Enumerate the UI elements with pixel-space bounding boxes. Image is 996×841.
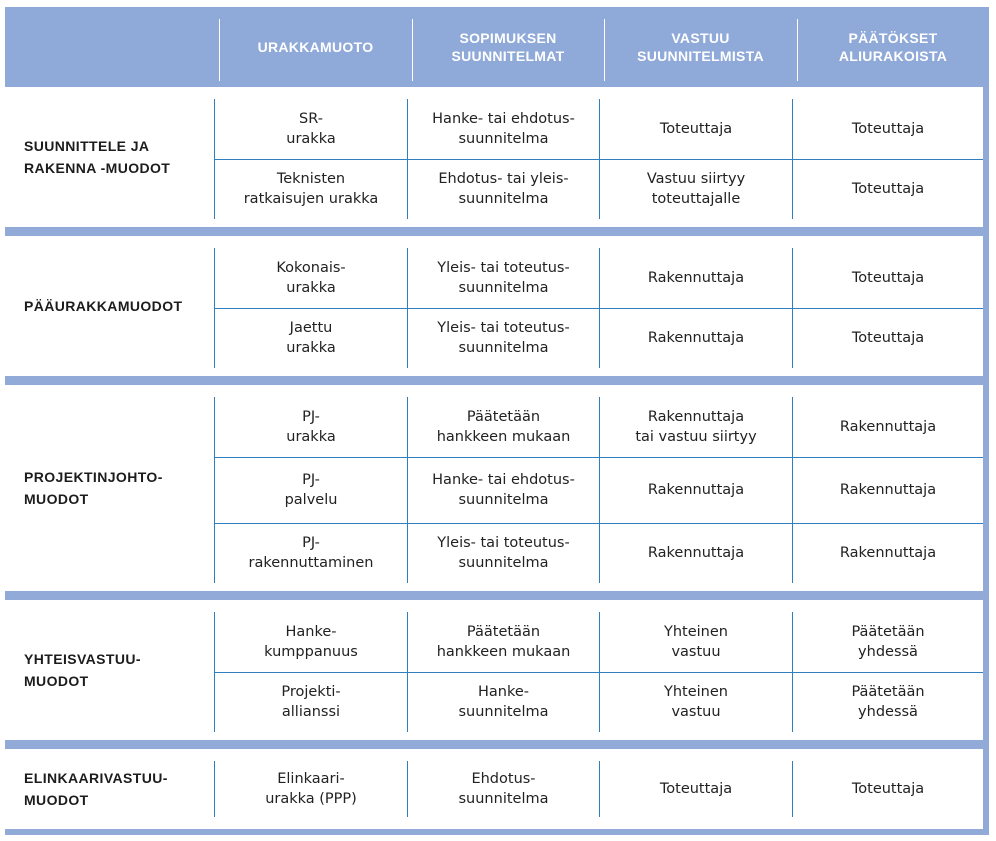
table-cell — [793, 612, 983, 672]
group-1 — [5, 87, 983, 227]
table-cell — [600, 761, 792, 817]
table-cell — [600, 159, 792, 219]
table-cell — [215, 523, 407, 583]
table-cell — [215, 308, 407, 368]
table-cell — [793, 523, 983, 583]
table-cell — [215, 397, 407, 457]
group-label: PÄÄURAKKAMUODOT — [24, 298, 183, 314]
table-cell — [793, 672, 983, 732]
cell-text: Toteuttaja — [851, 781, 925, 797]
cell-text: Jaettu urakka — [286, 320, 336, 356]
table-cell — [408, 612, 599, 672]
table-cell — [600, 397, 792, 457]
group-2 — [5, 236, 983, 376]
table-cell — [215, 761, 407, 817]
table-cell — [408, 523, 599, 583]
header-cell-2 — [412, 7, 604, 87]
table-cell — [793, 248, 983, 308]
table-cell — [215, 672, 407, 732]
table-cell — [793, 761, 983, 817]
table-cell — [600, 612, 792, 672]
cell-text: PJ- palvelu — [284, 472, 338, 508]
cell-text: Rakennuttaja — [839, 482, 937, 498]
cell-text: Päätetään hankkeen mukaan — [436, 624, 571, 660]
cell-text: SR- urakka — [286, 111, 336, 147]
group-label: SUUNNITTELE JA RAKENNA -MUODOT — [24, 138, 171, 176]
cell-text: Hanke- tai ehdotus- suunnitelma — [432, 111, 575, 147]
cell-text: Rakennuttaja — [839, 419, 937, 435]
cell-text: Toteuttaja — [659, 121, 733, 137]
cell-text: Päätetään yhdessä — [851, 624, 925, 660]
cell-text: PJ- urakka — [286, 409, 336, 445]
cell-text: Elinkaari- urakka (PPP) — [265, 771, 357, 807]
table-cell — [215, 159, 407, 219]
cell-text: Päätetään hankkeen mukaan — [436, 409, 571, 445]
table-cell — [600, 248, 792, 308]
table-cell — [793, 457, 983, 523]
header-label: PÄÄTÖKSET ALIURAKOISTA — [838, 30, 948, 64]
header-separator — [604, 19, 605, 81]
group-3 — [5, 385, 983, 591]
header-separator — [797, 19, 798, 81]
cell-text: Kokonais- urakka — [276, 260, 346, 296]
table-header — [5, 7, 989, 87]
cell-text: Projekti- allianssi — [281, 684, 341, 720]
cell-text: Rakennuttaja — [647, 330, 745, 346]
table-cell — [215, 612, 407, 672]
table-cell — [600, 308, 792, 368]
header-cell-4 — [797, 7, 989, 87]
cell-text: Toteuttaja — [659, 781, 733, 797]
table-cell — [215, 248, 407, 308]
cell-text: Yhteinen vastuu — [664, 684, 728, 720]
cell-text: PJ- rakennuttaminen — [248, 535, 374, 571]
header-separator — [412, 19, 413, 81]
cell-text: Toteuttaja — [851, 121, 925, 137]
table-cell — [215, 99, 407, 159]
cell-text: Vastuu siirtyy toteuttajalle — [646, 171, 746, 207]
table-cell — [600, 99, 792, 159]
cell-text: Rakennuttaja — [647, 545, 745, 561]
table-cell — [408, 99, 599, 159]
table-cell — [215, 457, 407, 523]
group-label: ELINKAARIVASTUU- MUODOT — [24, 770, 168, 808]
cell-text: Yleis- tai toteutus- suunnitelma — [437, 260, 570, 296]
group-label: PROJEKTINJOHTO- MUODOT — [24, 469, 163, 507]
header-cell-1 — [219, 7, 412, 87]
header-label: VASTUU SUUNNITELMISTA — [637, 30, 764, 64]
cell-text: Hanke- tai ehdotus- suunnitelma — [432, 472, 575, 508]
table-cell — [408, 248, 599, 308]
cell-text: Yleis- tai toteutus- suunnitelma — [437, 320, 570, 356]
cell-text: Toteuttaja — [851, 270, 925, 286]
table-cell — [408, 672, 599, 732]
table-cell — [408, 761, 599, 817]
cell-text: Hanke- kumppanuus — [264, 624, 358, 660]
table-cell — [793, 308, 983, 368]
cell-text: Ehdotus- tai yleis- suunnitelma — [438, 171, 569, 207]
cell-text: Rakennuttaja — [647, 270, 745, 286]
group-5 — [5, 749, 983, 829]
table-cell — [408, 308, 599, 368]
cell-text: Rakennuttaja — [647, 482, 745, 498]
table-cell — [600, 523, 792, 583]
table-cell — [793, 99, 983, 159]
cell-text: Rakennuttaja — [839, 545, 937, 561]
group-label: YHTEISVASTUU- MUODOT — [24, 651, 141, 689]
table-cell — [408, 159, 599, 219]
header-cell-3 — [604, 7, 797, 87]
cell-text: Toteuttaja — [851, 330, 925, 346]
table-cell — [408, 397, 599, 457]
header-separator — [219, 19, 220, 81]
cell-text: Yhteinen vastuu — [664, 624, 728, 660]
table-cell — [600, 672, 792, 732]
cell-text: Päätetään yhdessä — [851, 684, 925, 720]
cell-text: Hanke- suunnitelma — [458, 684, 549, 720]
cell-text: Ehdotus- suunnitelma — [458, 771, 549, 807]
cell-text: Teknisten ratkaisujen urakka — [243, 171, 379, 207]
cell-text: Toteuttaja — [851, 181, 925, 197]
table-cell — [793, 159, 983, 219]
header-label: SOPIMUKSEN SUUNNITELMAT — [451, 30, 565, 64]
header-label: URAKKAMUOTO — [257, 39, 374, 55]
table-cell — [793, 397, 983, 457]
cell-text: Rakennuttaja tai vastuu siirtyy — [635, 409, 757, 445]
cell-text: Yleis- tai toteutus- suunnitelma — [437, 535, 570, 571]
group-4 — [5, 600, 983, 740]
table-cell — [408, 457, 599, 523]
table-cell — [600, 457, 792, 523]
